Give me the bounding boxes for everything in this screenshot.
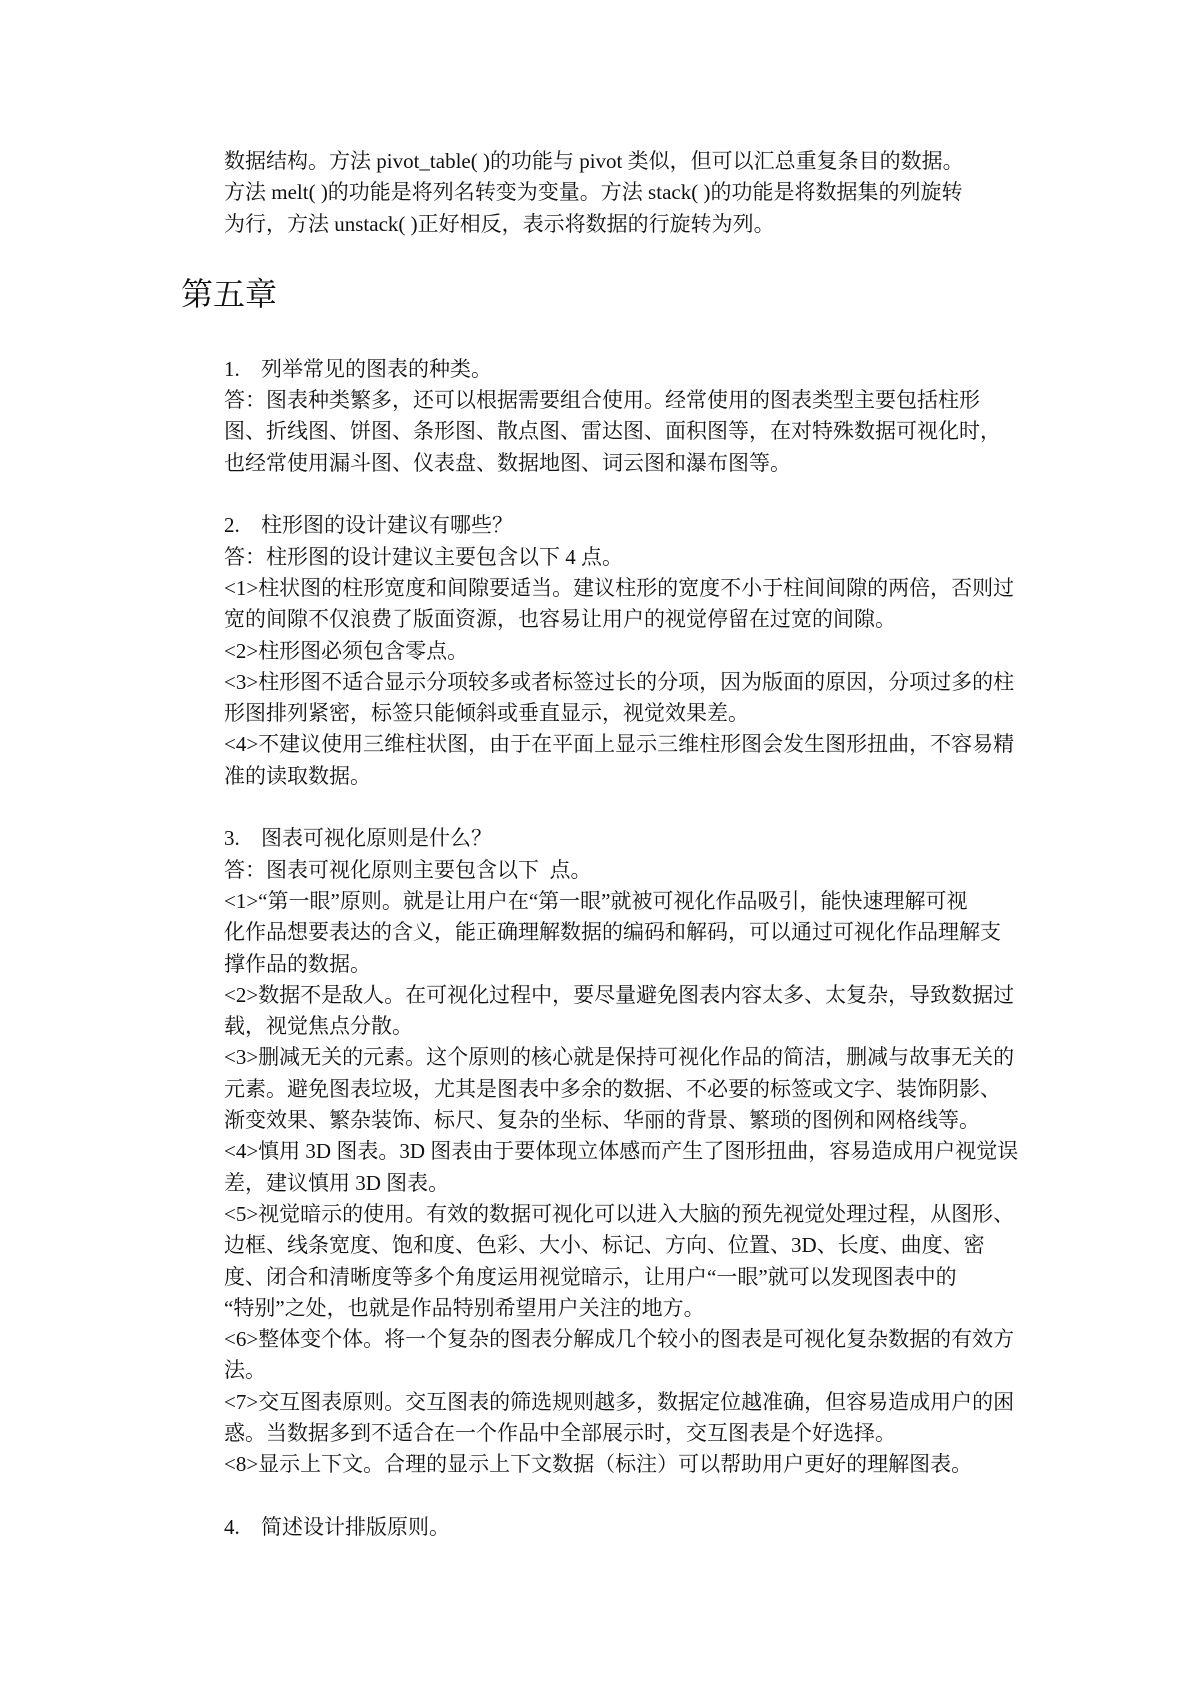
answer-line: 载，视觉焦点分散。	[224, 1014, 413, 1039]
answer-line: 也经常使用漏斗图、仪表盘、数据地图、词云图和瀑布图等。	[224, 450, 791, 475]
answer-line: <5>视觉暗示的使用。有效的数据可视化可以进入大脑的预先视觉处理过程，从图形、	[224, 1201, 1015, 1226]
answer-line: <3>删减无关的元素。这个原则的核心就是保持可视化作品的简洁，删减与故事无关的	[224, 1045, 1015, 1070]
chapter-heading: 第五章	[181, 275, 278, 312]
answer-line: 准的读取数据。	[224, 763, 371, 788]
answer-line: 度、闭合和清晰度等多个角度运用视觉暗示，让用户“一眼”就可以发现图表中的	[224, 1264, 957, 1289]
answer-line: 惑。当数据多到不适合在一个作品中全部展示时，交互图表是个好选择。	[224, 1420, 896, 1445]
answer-line: 差，建议慎用 3D 图表。	[224, 1170, 450, 1195]
answer-line: 图、折线图、饼图、条形图、散点图、雷达图、面积图等，在对特殊数据可视化时，	[224, 419, 1001, 444]
paragraph-line: 方法 melt( )的功能是将列名转变为变量。方法 stack( )的功能是将数据集的列旋转	[224, 180, 963, 205]
page-content	[181, 146, 1124, 1543]
question-line	[224, 1512, 1124, 1543]
answer-line: <2>柱形图必须包含零点。	[224, 638, 469, 663]
question-item	[224, 510, 1124, 792]
answer-line: <8>显示上下文。合理的显示上下文数据（标注）可以帮助用户更好的理解图表。	[224, 1452, 973, 1477]
question-text: 图表可视化原则是什么？	[261, 826, 492, 851]
question-line	[224, 823, 1124, 854]
question-text: 柱形图的设计建议有哪些？	[261, 513, 513, 538]
question-line	[224, 354, 1124, 385]
answer-line: <4>不建议使用三维柱状图，由于在平面上显示三维柱形图会发生图形扭曲，不容易精	[224, 732, 1015, 757]
answer-line: 法。	[224, 1358, 266, 1383]
question-line	[224, 510, 1124, 541]
question-item	[224, 823, 1124, 1480]
answer-line: 形图排列紧密，标签只能倾斜或垂直显示，视觉效果差。	[224, 701, 749, 726]
answer-line: 答：图表种类繁多，还可以根据需要组合使用。经常使用的图表类型主要包括柱形	[224, 388, 980, 413]
answer-line: <6>整体变个体。将一个复杂的图表分解成几个较小的图表是可视化复杂数据的有效方	[224, 1327, 1015, 1352]
answer-line: <4>慎用 3D 图表。3D 图表由于要体现立体感而产生了图形扭曲，容易造成用户视觉误	[224, 1139, 1019, 1164]
question-text: 简述设计排版原则。	[261, 1514, 450, 1539]
paragraph-line: 为行，方法 unstack( )正好相反，表示将数据的行旋转为列。	[224, 211, 775, 236]
answer-line: 化作品想要表达的含义，能正确理解数据的编码和解码，可以通过可视化作品理解支	[224, 920, 1001, 945]
question-text: 列举常见的图表的种类。	[261, 356, 492, 381]
answer-line: 元素。避免图表垃圾，尤其是图表中多余的数据、不必要的标签或文字、装饰阴影、	[224, 1076, 1001, 1101]
answer-line: 答：图表可视化原则主要包含以下 点。	[224, 857, 592, 882]
answer-line: 渐变效果、繁杂装饰、标尺、复杂的坐标、华丽的背景、繁琐的图例和网格线等。	[224, 1108, 980, 1133]
answer-line: 答：柱形图的设计建议主要包含以下 4 点。	[224, 544, 623, 569]
question-item	[224, 354, 1124, 479]
answer-line: <1>“第一眼”原则。就是让用户在“第一眼”就被可视化作品吸引，能快速理解可视	[224, 888, 968, 913]
continued-paragraph	[224, 146, 1124, 240]
answer-line: 边框、线条宽度、饱和度、色彩、大小、标记、方向、位置、3D、长度、曲度、密	[224, 1233, 985, 1258]
answer-line: 宽的间隙不仅浪费了版面资源，也容易让用户的视觉停留在过宽的间隙。	[224, 607, 896, 632]
answer-line: <2>数据不是敌人。在可视化过程中，要尽量避免图表内容太多、太复杂，导致数据过	[224, 982, 1015, 1007]
answer-line: <3>柱形图不适合显示分项较多或者标签过长的分项，因为版面的原因，分项过多的柱	[224, 669, 1015, 694]
answer-line: 撑作品的数据。	[224, 951, 371, 976]
paragraph-line: 数据结构。方法 pivot_table( )的功能与 pivot 类似，但可以汇总重复条目的数据。	[224, 149, 964, 173]
answer-line: <7>交互图表原则。交互图表的筛选规则越多，数据定位越准确，但容易造成用户的困	[224, 1389, 1015, 1414]
question-number: 1.	[224, 356, 240, 381]
question-number: 2.	[224, 513, 240, 538]
answer-line: <1>柱状图的柱形宽度和间隙要适当。建议柱形的宽度不小于柱间间隙的两倍，否则过	[224, 575, 1015, 600]
question-number: 3.	[224, 826, 240, 851]
question-item	[224, 1512, 1124, 1543]
answer-line: “特别”之处，也就是作品特别希望用户关注的地方。	[224, 1295, 705, 1320]
question-number: 4.	[224, 1514, 240, 1539]
